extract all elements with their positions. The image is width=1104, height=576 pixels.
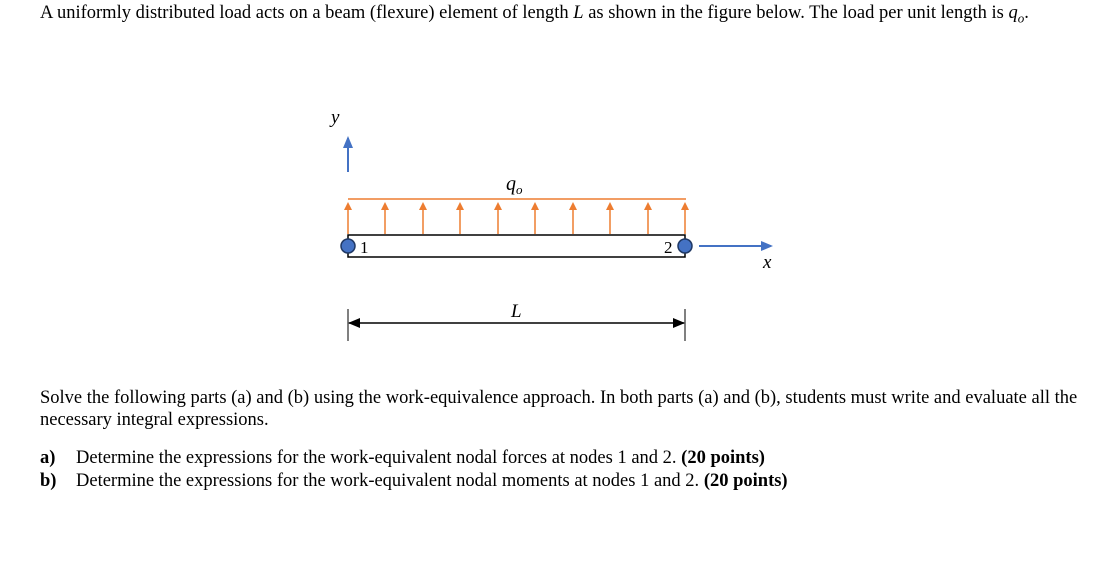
- beam-element: [348, 235, 685, 257]
- intro-period: .: [1024, 3, 1029, 23]
- length-dimension: [348, 301, 685, 341]
- instructions: Solve the following parts (a) and (b) using the work-equivalence approach. In both parts (a) and (b), students must write and evaluate all the necessary integral expressions.: [40, 388, 1078, 430]
- intro-load-symbol: q: [1008, 3, 1018, 23]
- intro-text-2: as shown in the figure below. The load per unit length is: [583, 3, 1009, 23]
- x-axis-label: x: [763, 252, 772, 273]
- intro-load-subscript: o: [1017, 10, 1025, 26]
- part-b-points: (20 points): [703, 471, 788, 491]
- question-parts: [40, 447, 788, 493]
- intro-length-symbol: L: [573, 3, 584, 23]
- node-2-label: 2: [664, 238, 673, 257]
- node-1-label: 1: [360, 238, 369, 257]
- y-axis: [329, 107, 348, 172]
- part-b: [40, 470, 788, 493]
- part-a-points: (20 points): [681, 448, 765, 468]
- part-a-letter: a): [40, 448, 56, 468]
- x-axis: [699, 246, 772, 273]
- node-1-marker: [341, 239, 355, 253]
- y-axis-label: y: [331, 107, 340, 128]
- part-a-text: Determine the expressions for the work-equivalent nodal forces at nodes 1 and 2.: [76, 448, 677, 468]
- part-b-letter: b): [40, 471, 57, 491]
- load-arrows: [348, 206, 685, 234]
- part-a: [40, 447, 788, 470]
- length-label: L: [511, 301, 522, 322]
- intro-text-1: A uniformly distributed load acts on a beam (flexure) element of length: [40, 3, 574, 23]
- node-2-marker: [678, 239, 692, 253]
- part-b-text: Determine the expressions for the work-equivalent nodal moments at nodes 1 and 2.: [76, 471, 700, 491]
- load-label: $q_o$: [506, 173, 523, 197]
